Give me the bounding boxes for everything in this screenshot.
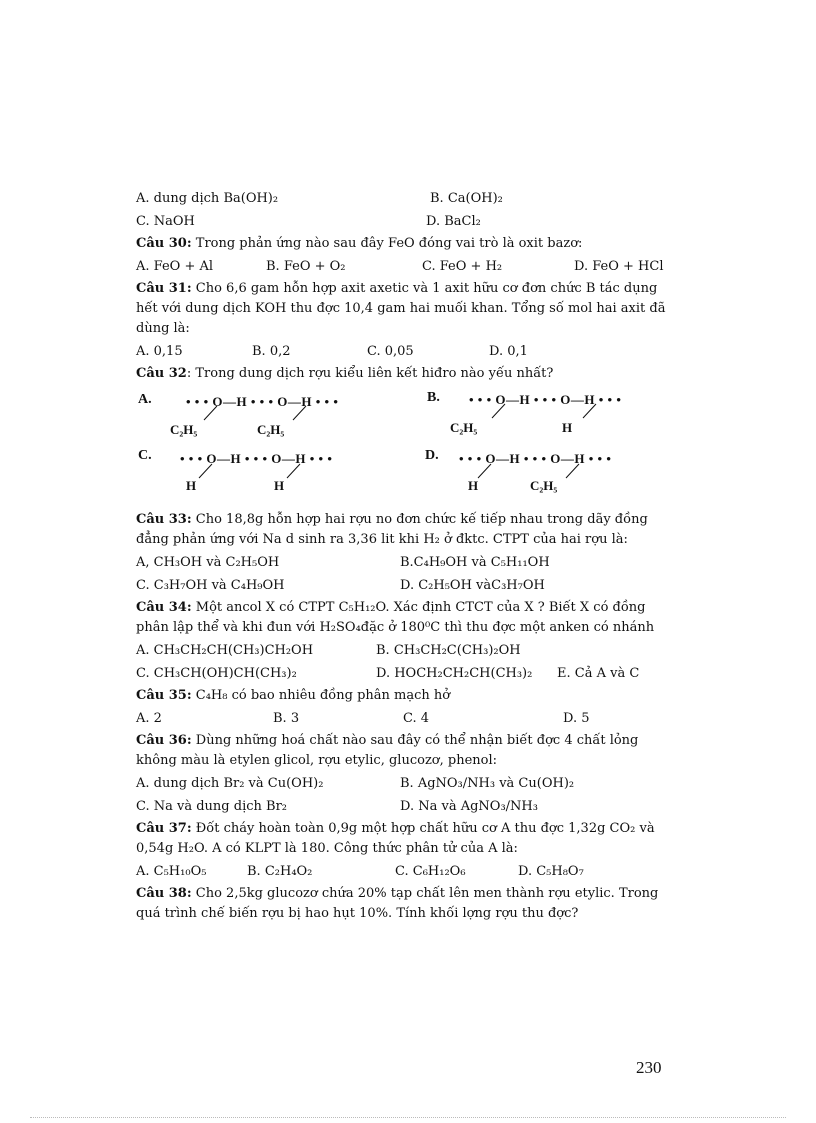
option: D. BaCl₂	[426, 214, 481, 229]
answer-row	[136, 771, 680, 794]
question-number: Câu 34:	[136, 600, 192, 615]
hydrogen-bond-chain: • • • O—H • • • O—H • • •	[459, 451, 612, 466]
option: B.C₄H₉OH và C₅H₁₁OH	[400, 555, 550, 570]
answer-row	[136, 794, 680, 817]
substituent: C₂H₅	[257, 422, 285, 437]
option: A. dung dịch Br₂ và Cu(OH)₂	[136, 776, 324, 791]
question-text: Cho 2,5kg glucozơ chứa 20% tạp chất lên men thành rợu etylic. Trong	[191, 886, 659, 901]
question-30	[136, 234, 680, 254]
substituent: H	[186, 478, 197, 493]
option: A. dung dịch Ba(OH)₂	[136, 191, 279, 206]
option-label: C.	[138, 448, 152, 463]
answer-row	[136, 550, 680, 573]
question-number: Câu 33:	[136, 512, 192, 527]
question-31	[136, 279, 680, 339]
substituent: C₂H₅	[530, 478, 558, 493]
option: B. 0,2	[252, 344, 291, 359]
question-number: Câu 32	[136, 366, 187, 381]
question-text: Trong phản ứng nào sau đây FeO đóng vai trò là oxit bazơ:	[191, 236, 583, 251]
substituent: H	[562, 420, 573, 435]
question-text: hết với dung dịch KOH thu đợc 10,4 gam hai muối khan. Tổng số mol hai axit đã	[136, 301, 666, 316]
molecule-row-ab	[136, 384, 680, 452]
question-text: Một ancol X có CTPT C₅H₁₂O. Xác định CTCT của X ? Biết X có đồng	[191, 600, 646, 615]
option: B. AgNO₃/NH₃ và Cu(OH)₂	[400, 776, 575, 791]
option: A, CH₃OH và C₂H₅OH	[136, 555, 280, 570]
option: C. 4	[403, 711, 430, 726]
option: B. Ca(OH)₂	[430, 191, 503, 206]
hydrogen-bond-chain: • • • O—H • • • O—H • • •	[469, 392, 622, 407]
option: D. 5	[563, 711, 590, 726]
question-34	[136, 598, 680, 638]
question-text: đẳng phản ứng với Na d sinh ra 3,36 lit khi H₂ ở đktc. CTPT của hai rợu là:	[136, 532, 628, 547]
document-body	[136, 186, 680, 924]
question-number: Câu 38:	[136, 886, 192, 901]
option: C. C₃H₇OH và C₄H₉OH	[136, 578, 285, 593]
option: D. HOCH₂CH₂CH(CH₃)₂	[376, 666, 533, 681]
answer-row	[136, 859, 680, 882]
page-number: 230	[636, 1058, 662, 1077]
option-label: B.	[427, 390, 440, 405]
hydrogen-bond-chain: • • • O—H • • • O—H • • •	[186, 394, 339, 409]
option: D. C₂H₅OH vàC₃H₇OH	[400, 578, 545, 593]
question-text: phân lập thể và khi đun với H₂SO₄đặc ở 180⁰C thì thu đợc một anken có nhánh	[136, 620, 655, 635]
option: A. FeO + Al	[136, 259, 214, 274]
question-number: Câu 30:	[136, 236, 192, 251]
option: C. NaOH	[136, 214, 195, 229]
question-text: Dùng những hoá chất nào sau đây có thể nhận biết đợc 4 chất lỏng	[191, 733, 639, 748]
option-label: A.	[138, 392, 152, 407]
question-number: Câu 36:	[136, 733, 192, 748]
option: D. C₅H₈O₇	[518, 864, 584, 879]
option: C. FeO + H₂	[422, 259, 503, 274]
option: C. C₆H₁₂O₆	[395, 864, 466, 879]
option: C. CH₃CH(OH)CH(CH₃)₂	[136, 666, 297, 681]
option-label: D.	[425, 448, 439, 463]
page-divider	[30, 1117, 786, 1118]
answer-row	[136, 661, 680, 684]
question-number: Câu 31:	[136, 281, 192, 296]
question-text: Đốt cháy hoàn toàn 0,9g một hợp chất hữu cơ A thu đợc 1,32g CO₂ và	[191, 821, 655, 836]
option: D. FeO + HCl	[574, 259, 664, 274]
question-text: : Trong dung dịch rợu kiểu liên kết hiđro nào yếu nhất?	[186, 366, 554, 381]
option: E. Cả A và C	[557, 666, 640, 681]
answer-row	[136, 638, 680, 661]
question-35	[136, 686, 680, 706]
molecule-row-cd	[136, 448, 680, 508]
question-33	[136, 510, 680, 550]
answer-row	[136, 573, 680, 596]
substituent: C₂H₅	[450, 420, 478, 435]
answer-row	[136, 209, 680, 232]
answer-row	[136, 186, 680, 209]
hydrogen-bond-chain: • • • O—H • • • O—H • • •	[180, 451, 333, 466]
question-text: Cho 18,8g hỗn hợp hai rợu no đơn chức kế tiếp nhau trong dãy đồng	[191, 512, 648, 527]
answer-row	[136, 706, 680, 729]
option: A. CH₃CH₂CH(CH₃)CH₂OH	[136, 643, 314, 658]
question-text: C₄H₈ có bao nhiêu đồng phân mạch hở	[191, 688, 451, 703]
question-38	[136, 884, 680, 924]
option: B. CH₃CH₂C(CH₃)₂OH	[376, 643, 521, 658]
question-text: dùng là:	[136, 321, 190, 336]
answer-row	[136, 254, 680, 277]
question-number: Câu 35:	[136, 688, 192, 703]
answer-row	[136, 339, 680, 362]
option: A. 2	[136, 711, 162, 726]
substituent: H	[468, 478, 479, 493]
option: C. Na và dung dịch Br₂	[136, 799, 287, 814]
option: D. 0,1	[489, 344, 528, 359]
option: D. Na và AgNO₃/NH₃	[400, 799, 538, 814]
option: A. C₅H₁₀O₅	[136, 864, 207, 879]
option: C. 0,05	[367, 344, 414, 359]
question-number: Câu 37:	[136, 821, 192, 836]
question-36	[136, 731, 680, 771]
question-32	[136, 364, 680, 384]
substituent: H	[274, 478, 285, 493]
substituent: C₂H₅	[170, 422, 198, 437]
question-text: 0,54g H₂O. A có KLPT là 180. Công thức phân tử của A là:	[136, 841, 518, 856]
question-text: không màu là etylen glicol, rợu etylic, glucozơ, phenol:	[136, 753, 498, 768]
question-text: Cho 6,6 gam hỗn hợp axit axetic và 1 axit hữu cơ đơn chức B tác dụng	[191, 281, 658, 296]
question-37	[136, 819, 680, 859]
option: A. 0,15	[136, 344, 183, 359]
option: B. C₂H₄O₂	[247, 864, 313, 879]
question-text: quá trình chế biến rợu bị hao hụt 10%. Tính khối lợng rợu thu đợc?	[136, 906, 579, 921]
option: B. 3	[273, 711, 300, 726]
option: B. FeO + O₂	[266, 259, 346, 274]
